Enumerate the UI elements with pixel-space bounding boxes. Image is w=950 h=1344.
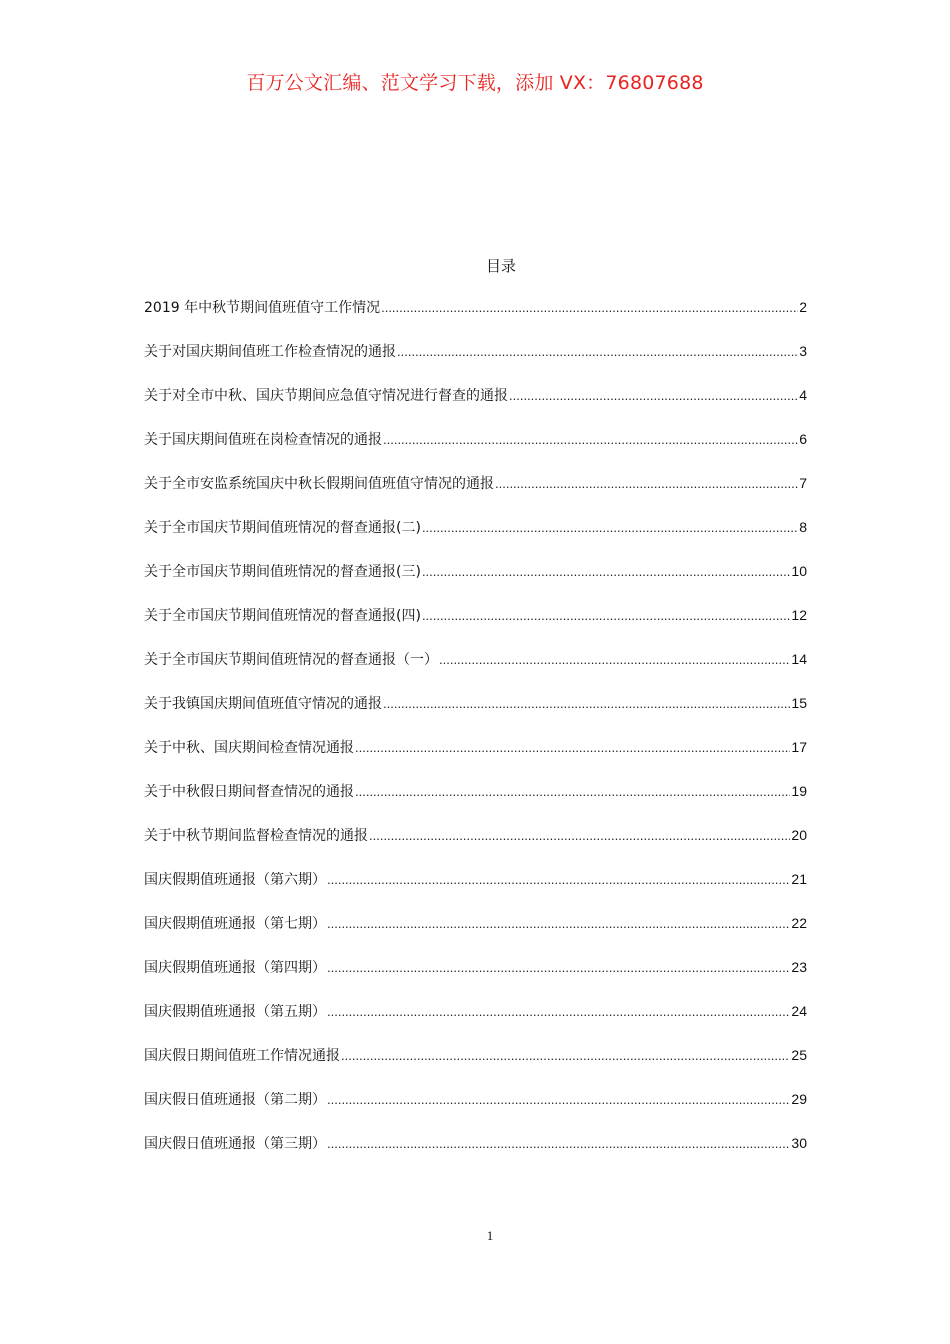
toc-entry-title: 关于全市国庆节期间值班情况的督查通报(三) bbox=[144, 564, 421, 580]
toc-entry-title: 国庆假期值班通报（第六期） bbox=[144, 872, 326, 888]
toc-entry-page: 25 bbox=[791, 1047, 807, 1063]
toc-entry-page: 3 bbox=[799, 343, 807, 359]
toc-dot-leader bbox=[341, 1048, 790, 1063]
toc-entry[interactable] bbox=[144, 473, 807, 517]
toc-entry[interactable] bbox=[144, 517, 807, 561]
toc-entry-title: 关于对国庆期间值班工作检查情况的通报 bbox=[144, 344, 396, 360]
toc-dot-leader bbox=[369, 828, 790, 843]
toc-entry-title: 关于中秋假日期间督查情况的通报 bbox=[144, 784, 354, 800]
toc-entry[interactable] bbox=[144, 693, 807, 737]
toc-entry-page: 17 bbox=[791, 739, 807, 755]
toc-entry-page: 2 bbox=[799, 299, 807, 315]
toc-dot-leader bbox=[495, 476, 798, 491]
toc-dot-leader bbox=[327, 960, 790, 975]
table-of-contents bbox=[144, 297, 807, 1177]
toc-entry[interactable] bbox=[144, 297, 807, 341]
toc-entry-title: 国庆假日值班通报（第二期） bbox=[144, 1092, 326, 1108]
toc-entry-page: 22 bbox=[791, 915, 807, 931]
toc-entry-title: 关于我镇国庆期间值班值守情况的通报 bbox=[144, 696, 382, 712]
page-number: 1 bbox=[486, 1228, 494, 1243]
toc-entry[interactable] bbox=[144, 1045, 807, 1089]
toc-entry[interactable] bbox=[144, 869, 807, 913]
toc-dot-leader bbox=[327, 1004, 790, 1019]
toc-entry[interactable] bbox=[144, 957, 807, 1001]
toc-entry-page: 24 bbox=[791, 1003, 807, 1019]
toc-dot-leader bbox=[327, 1092, 790, 1107]
toc-entry-title: 关于全市安监系统国庆中秋长假期间值班值守情况的通报 bbox=[144, 476, 494, 492]
toc-dot-leader bbox=[327, 872, 790, 887]
toc-dot-leader bbox=[439, 652, 790, 667]
toc-entry-page: 21 bbox=[791, 871, 807, 887]
toc-entry-page: 8 bbox=[799, 519, 807, 535]
toc-dot-leader bbox=[422, 564, 790, 579]
toc-dot-leader bbox=[381, 300, 798, 315]
toc-entry[interactable] bbox=[144, 605, 807, 649]
toc-dot-leader bbox=[383, 696, 790, 711]
toc-entry-page: 12 bbox=[791, 607, 807, 623]
header-banner: 百万公文汇编、范文学习下载，添加 VX：76807688 bbox=[246, 72, 704, 94]
toc-entry-title: 国庆假期值班通报（第四期） bbox=[144, 960, 326, 976]
toc-entry-page: 20 bbox=[791, 827, 807, 843]
toc-entry-page: 7 bbox=[799, 475, 807, 491]
toc-entry[interactable] bbox=[144, 1089, 807, 1133]
toc-entry-title: 2019 年中秋节期间值班值守工作情况 bbox=[144, 300, 381, 316]
toc-title: 目录 bbox=[485, 257, 516, 275]
toc-entry[interactable] bbox=[144, 737, 807, 781]
toc-entry[interactable] bbox=[144, 561, 807, 605]
toc-entry-title: 关于全市国庆节期间值班情况的督查通报(四) bbox=[144, 608, 421, 624]
toc-dot-leader bbox=[355, 740, 790, 755]
toc-entry-title: 关于全市国庆节期间值班情况的督查通报（一） bbox=[144, 652, 438, 668]
toc-dot-leader bbox=[327, 916, 790, 931]
toc-entry-title: 国庆假日值班通报（第三期） bbox=[144, 1136, 326, 1152]
toc-entry-page: 6 bbox=[799, 431, 807, 447]
toc-dot-leader bbox=[327, 1136, 790, 1151]
toc-entry[interactable] bbox=[144, 1133, 807, 1177]
toc-entry-title: 关于全市国庆节期间值班情况的督查通报(二) bbox=[144, 520, 421, 536]
toc-entry-page: 14 bbox=[791, 651, 807, 667]
toc-entry-page: 30 bbox=[791, 1135, 807, 1151]
toc-entry-title: 国庆假期值班通报（第七期） bbox=[144, 916, 326, 932]
toc-entry-page: 19 bbox=[791, 783, 807, 799]
toc-entry[interactable] bbox=[144, 913, 807, 957]
toc-entry-page: 10 bbox=[791, 563, 807, 579]
toc-dot-leader bbox=[397, 344, 798, 359]
toc-entry-title: 关于对全市中秋、国庆节期间应急值守情况进行督查的通报 bbox=[144, 388, 508, 404]
toc-dot-leader bbox=[422, 520, 798, 535]
toc-entry-title: 国庆假日期间值班工作情况通报 bbox=[144, 1048, 340, 1064]
toc-entry-page: 15 bbox=[791, 695, 807, 711]
toc-entry-title: 关于中秋、国庆期间检查情况通报 bbox=[144, 740, 354, 756]
toc-dot-leader bbox=[383, 432, 798, 447]
toc-dot-leader bbox=[422, 608, 790, 623]
toc-entry-page: 29 bbox=[791, 1091, 807, 1107]
toc-entry[interactable] bbox=[144, 1001, 807, 1045]
toc-entry[interactable] bbox=[144, 649, 807, 693]
toc-entry-page: 23 bbox=[791, 959, 807, 975]
toc-entry-title: 国庆假期值班通报（第五期） bbox=[144, 1004, 326, 1020]
toc-entry[interactable] bbox=[144, 781, 807, 825]
toc-entry[interactable] bbox=[144, 385, 807, 429]
toc-entry[interactable] bbox=[144, 429, 807, 473]
toc-entry-page: 4 bbox=[799, 387, 807, 403]
toc-dot-leader bbox=[355, 784, 790, 799]
toc-entry[interactable] bbox=[144, 825, 807, 869]
toc-dot-leader bbox=[509, 388, 798, 403]
toc-entry-title: 关于国庆期间值班在岗检查情况的通报 bbox=[144, 432, 382, 448]
toc-entry[interactable] bbox=[144, 341, 807, 385]
toc-entry-title: 关于中秋节期间监督检查情况的通报 bbox=[144, 828, 368, 844]
